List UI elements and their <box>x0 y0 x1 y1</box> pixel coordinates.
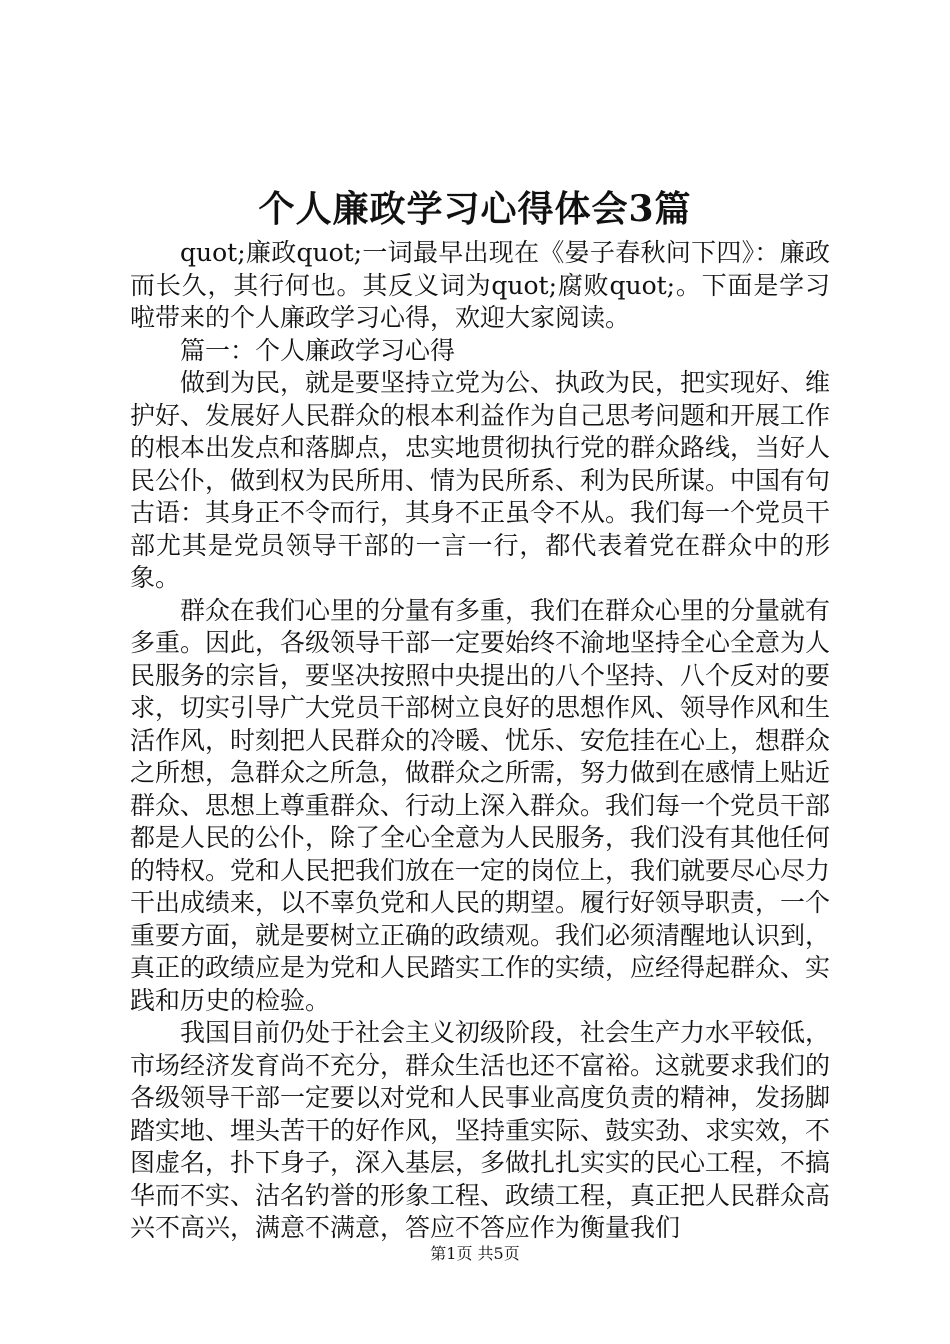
body-paragraph: 我国目前仍处于社会主义初级阶段，社会生产力水平较低，市场经济发育尚不充分，群众生活也还不富裕。这就要求我们的各级领导干部一定要以对党和人民事业高度负责的精神，发扬脚踏实地、埋头苦干的好作风，坚持重实际、鼓实劲、求实效，不图虚名，扑下身子，深入基层，多做扎扎实实的民心工程，不搞华而不实、沽名钓誉的形象工程、政绩工程，真正把人民群众高兴不高兴，满意不满意，答应不答应作为衡量我们 <box>130 1018 831 1242</box>
page-footer: 第1页 共5页 <box>430 1244 520 1263</box>
body-paragraph: 做到为民，就是要坚持立党为公、执政为民，把实现好、维护好、发展好人民群众的根本利益作为自己思考问题和开展工作的根本出发点和落脚点，忠实地贯彻执行党的群众路线，当好人民公仆，做到权为民所用、情为民所系、利为民所谋。中国有句古语：其身正不令而行，其身不正虽令不从。我们每一个党员干部尤其是党员领导干部的一言一行，都代表着党在群众中的形象。 <box>130 368 831 592</box>
intro-paragraph: quot;廉政quot;一词最早出现在《晏子春秋问下四》：廉政而长久，其行何也。其反义词为quot;腐败quot;。下面是学习啦带来的个人廉政学习心得，欢迎大家阅读。 <box>130 238 830 332</box>
section-heading: 篇一：个人廉政学习心得 <box>180 335 456 365</box>
document-title: 个人廉政学习心得体会3篇 <box>258 188 692 230</box>
document-body <box>130 237 830 1245</box>
body-paragraph: 群众在我们心里的分量有多重，我们在群众心里的分量就有多重。因此，各级领导干部一定要始终不渝地坚持全心全意为人民服务的宗旨，要坚决按照中央提出的八个坚持、八个反对的要求，切实引导广大党员干部树立良好的思想作风、领导作风和生活作风，时刻把人民群众的冷暖、忧乐、安危挂在心上，想群众之所想，急群众之所急，做群众之所需，努力做到在感情上贴近群众、思想上尊重群众、行动上深入群众。我们每一个党员干部都是人民的公仆，除了全心全意为人民服务，我们没有其他任何的特权。党和人民把我们放在一定的岗位上，我们就要尽心尽力干出成绩来，以不辜负党和人民的期望。履行好领导职责，一个重要方面，就是要树立正确的政绩观。我们必须清醒地认识到，真正的政绩应是为党和人民踏实工作的实绩，应经得起群众、实践和历史的检验。 <box>130 595 831 1015</box>
